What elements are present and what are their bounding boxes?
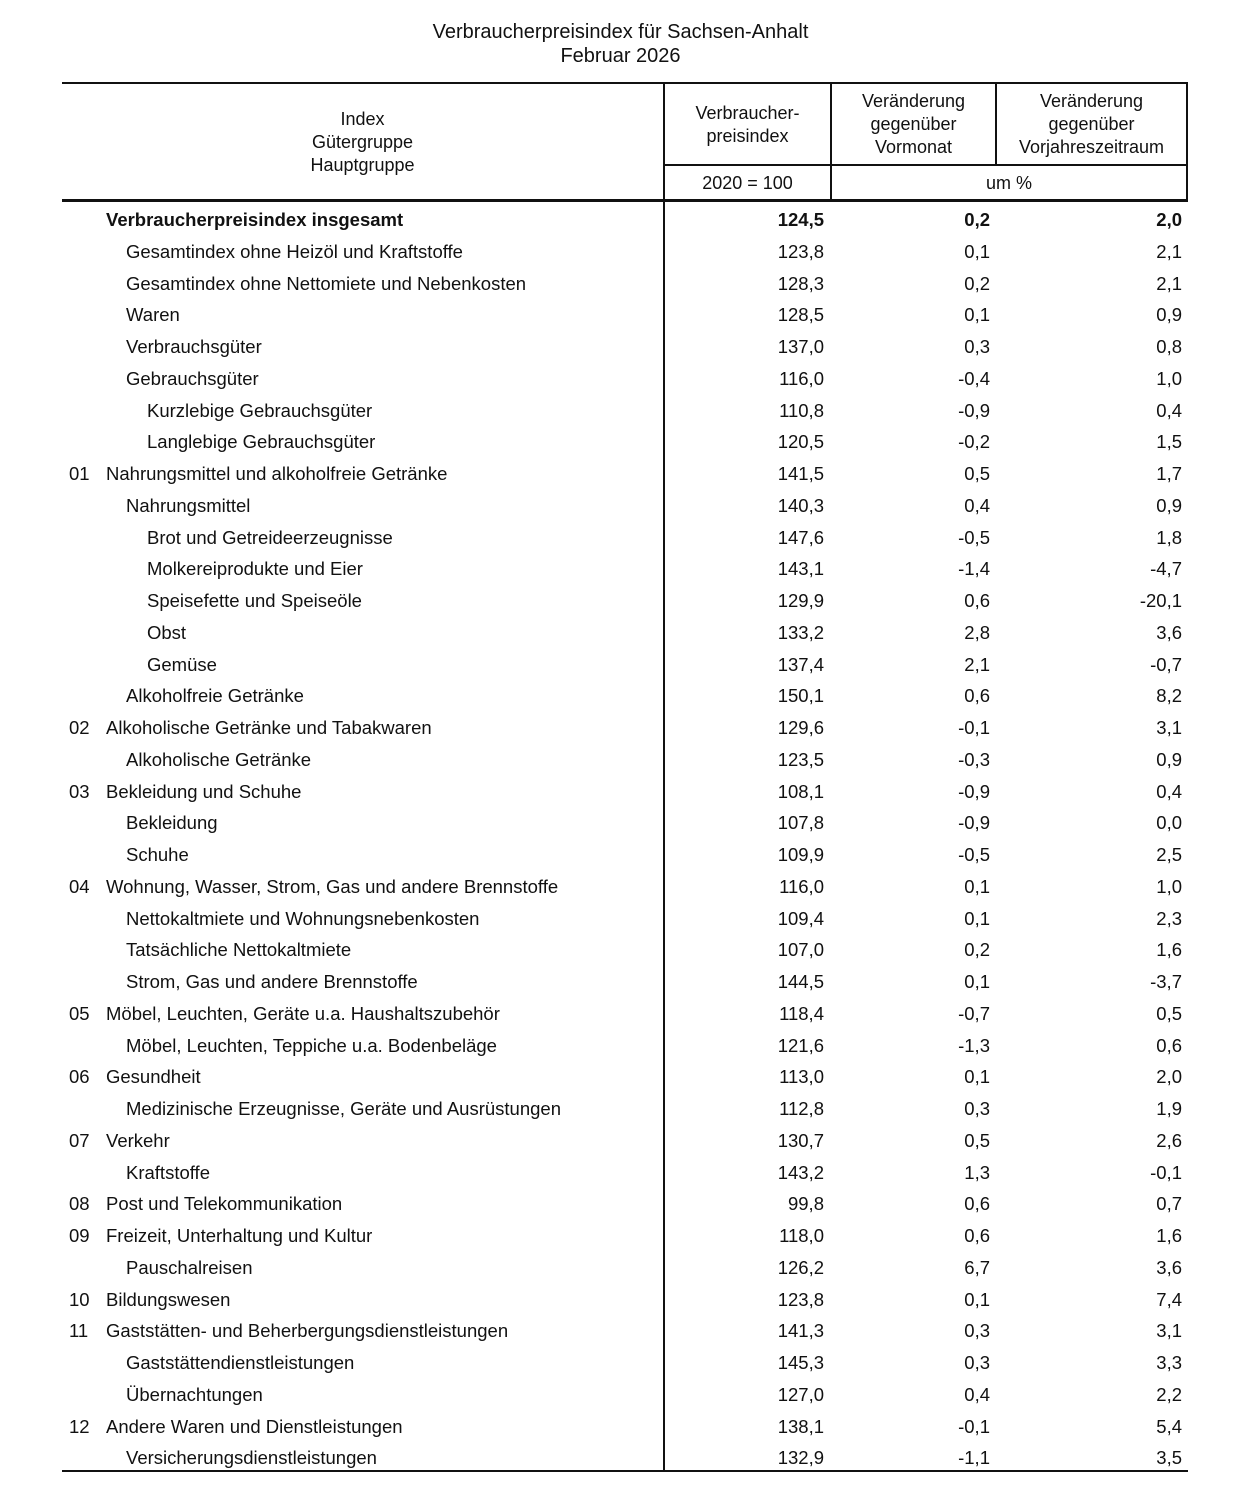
change-month-value: -0,9 bbox=[958, 812, 990, 834]
table-row bbox=[62, 204, 1188, 236]
cpi-value: 108,1 bbox=[777, 780, 824, 802]
cpi-value: 109,4 bbox=[777, 907, 824, 929]
row-label: Kurzlebige Gebrauchsgüter bbox=[147, 399, 373, 421]
change-year-value: 1,7 bbox=[1156, 463, 1182, 484]
change-year-value: 0,6 bbox=[1156, 1034, 1182, 1056]
row-code: 01 bbox=[69, 463, 90, 484]
change-month-value: 0,6 bbox=[964, 1193, 990, 1215]
change-month-value: -0,4 bbox=[958, 367, 990, 389]
cpi-value: 107,8 bbox=[777, 812, 824, 834]
cpi-value: 137,4 bbox=[777, 653, 824, 675]
change-year-value: 0,9 bbox=[1156, 494, 1182, 516]
change-year-value: 0,5 bbox=[1156, 1002, 1182, 1024]
document-title bbox=[0, 20, 1241, 68]
row-label: Gaststättendienstleistungen bbox=[126, 1352, 355, 1373]
table-row bbox=[62, 1379, 1188, 1411]
table-row bbox=[62, 903, 1188, 935]
change-year-value: -0,1 bbox=[1150, 1161, 1182, 1183]
table-row bbox=[62, 585, 1188, 617]
change-month-value: 0,1 bbox=[964, 971, 990, 992]
row-code: 06 bbox=[69, 1066, 90, 1088]
change-year-value: -20,1 bbox=[1139, 590, 1182, 611]
change-year-value: 2,3 bbox=[1156, 907, 1182, 929]
row-label: Verbrauchsgüter bbox=[126, 336, 262, 357]
change-year-value: 3,5 bbox=[1156, 1447, 1182, 1469]
row-label: Gesundheit bbox=[106, 1066, 201, 1088]
table-row bbox=[62, 268, 1188, 300]
change-year-value: 3,1 bbox=[1156, 717, 1182, 738]
cpi-value: 141,5 bbox=[777, 463, 824, 484]
change-month-value: 0,1 bbox=[964, 907, 990, 929]
table-top-rule bbox=[62, 82, 1188, 84]
row-label: Alkoholische Getränke und Tabakwaren bbox=[106, 717, 432, 738]
change-year-value: -3,7 bbox=[1150, 971, 1182, 992]
table-row bbox=[62, 553, 1188, 585]
cpi-value: 126,2 bbox=[777, 1256, 824, 1278]
change-year-value: 2,6 bbox=[1156, 1129, 1182, 1151]
cpi-value: 144,5 bbox=[777, 971, 824, 992]
table-row bbox=[62, 363, 1188, 395]
header-cpi: Verbraucher- preisindex bbox=[695, 103, 800, 146]
row-label: Nettokaltmiete und Wohnungsnebenkosten bbox=[126, 907, 480, 929]
row-label: Gesamtindex ohne Nettomiete und Nebenkosten bbox=[126, 272, 527, 294]
change-month-value: 2,1 bbox=[964, 653, 990, 675]
change-month-value: 0,1 bbox=[964, 875, 990, 897]
cpi-value: 138,1 bbox=[777, 1415, 824, 1437]
table-row bbox=[62, 1157, 1188, 1189]
header-divider bbox=[1186, 84, 1188, 200]
table-row bbox=[62, 839, 1188, 871]
row-label: Verbraucherpreisindex insgesamt bbox=[106, 209, 404, 230]
row-code: 08 bbox=[69, 1193, 90, 1215]
table-row bbox=[62, 712, 1188, 744]
change-month-value: 0,4 bbox=[964, 494, 990, 516]
cpi-value: 129,9 bbox=[777, 590, 824, 611]
cpi-value: 109,9 bbox=[777, 844, 824, 865]
change-year-value: 1,6 bbox=[1156, 939, 1182, 961]
change-month-value: 1,3 bbox=[964, 1161, 990, 1183]
cpi-value: 147,6 bbox=[777, 526, 824, 548]
change-year-value: 0,0 bbox=[1156, 812, 1182, 834]
row-label: Nahrungsmittel bbox=[126, 494, 251, 516]
change-month-value: 0,2 bbox=[964, 272, 990, 294]
change-month-value: 0,1 bbox=[964, 1288, 990, 1310]
table-row bbox=[62, 776, 1188, 808]
change-year-value: 2,0 bbox=[1156, 209, 1182, 230]
row-label: Gemüse bbox=[147, 653, 217, 675]
row-label: Langlebige Gebrauchsgüter bbox=[147, 431, 376, 453]
table-row bbox=[62, 680, 1188, 712]
table-row bbox=[62, 744, 1188, 776]
header-bottom-rule bbox=[62, 199, 1188, 202]
table-row bbox=[62, 1315, 1188, 1347]
change-month-value: -1,1 bbox=[958, 1447, 990, 1469]
change-month-value: 6,7 bbox=[964, 1256, 990, 1278]
change-year-value: 3,6 bbox=[1156, 621, 1182, 643]
row-label: Nahrungsmittel und alkoholfreie Getränke bbox=[106, 463, 448, 484]
change-year-value: 0,4 bbox=[1156, 399, 1182, 421]
change-year-value: 1,5 bbox=[1156, 431, 1182, 453]
table-row bbox=[62, 617, 1188, 649]
cpi-value: 129,6 bbox=[777, 717, 824, 738]
row-label: Strom, Gas und andere Brennstoffe bbox=[126, 971, 418, 992]
cpi-value: 116,0 bbox=[779, 367, 824, 389]
row-label: Möbel, Leuchten, Geräte u.a. Haushaltszubehör bbox=[106, 1002, 500, 1024]
row-label: Medizinische Erzeugnisse, Geräte und Ausrüstungen bbox=[126, 1098, 562, 1119]
row-code: 04 bbox=[69, 875, 90, 897]
table-row bbox=[62, 1093, 1188, 1125]
row-label: Versicherungsdienstleistungen bbox=[126, 1447, 377, 1469]
cpi-value: 132,9 bbox=[777, 1447, 824, 1469]
change-month-value: -1,3 bbox=[958, 1034, 990, 1056]
change-month-value: -0,5 bbox=[958, 526, 990, 548]
cpi-value: 113,0 bbox=[779, 1066, 824, 1088]
unit-index: 2020 = 100 bbox=[702, 173, 793, 193]
change-month-value: -0,5 bbox=[958, 844, 990, 865]
table-body bbox=[62, 204, 1188, 1474]
header-index-group: Index Gütergruppe Hauptgruppe bbox=[310, 109, 415, 175]
cpi-value: 141,3 bbox=[777, 1320, 824, 1342]
row-label: Verkehr bbox=[106, 1129, 170, 1151]
table-row bbox=[62, 331, 1188, 363]
change-year-value: -0,7 bbox=[1150, 653, 1182, 675]
change-month-value: 0,3 bbox=[964, 1320, 990, 1342]
change-month-value: -0,9 bbox=[958, 780, 990, 802]
change-month-value: 0,3 bbox=[964, 336, 990, 357]
change-month-value: 0,5 bbox=[964, 463, 990, 484]
row-label: Obst bbox=[147, 621, 187, 643]
cpi-value: 128,5 bbox=[777, 304, 824, 326]
title-line-2: Februar 2026 bbox=[560, 45, 681, 67]
table-row bbox=[62, 1411, 1188, 1443]
change-year-value: 0,4 bbox=[1156, 780, 1182, 802]
cpi-value: 123,5 bbox=[777, 748, 824, 770]
row-label: Alkoholfreie Getränke bbox=[126, 685, 304, 707]
table-row bbox=[62, 426, 1188, 458]
row-label: Molkereiprodukte und Eier bbox=[147, 558, 363, 580]
table-row bbox=[62, 1030, 1188, 1062]
row-label: Andere Waren und Dienstleistungen bbox=[106, 1415, 403, 1437]
row-code: 05 bbox=[69, 1002, 90, 1024]
row-code: 03 bbox=[69, 780, 90, 802]
cpi-value: 121,6 bbox=[777, 1034, 824, 1056]
table-row bbox=[62, 1284, 1188, 1316]
change-year-value: 3,1 bbox=[1156, 1320, 1182, 1342]
change-month-value: -0,1 bbox=[958, 717, 990, 738]
table-row bbox=[62, 934, 1188, 966]
change-year-value: 2,5 bbox=[1156, 844, 1182, 865]
header-change-month: Veränderung gegenüber Vormonat bbox=[861, 91, 966, 157]
cpi-value: 110,8 bbox=[779, 399, 824, 421]
row-label: Post und Telekommunikation bbox=[106, 1193, 343, 1215]
header-unit-rule bbox=[663, 164, 1188, 166]
change-year-value: 3,3 bbox=[1156, 1352, 1182, 1373]
cpi-value: 130,7 bbox=[777, 1129, 824, 1151]
cpi-value: 143,2 bbox=[777, 1161, 824, 1183]
cpi-value: 124,5 bbox=[777, 209, 824, 230]
change-month-value: 0,2 bbox=[964, 939, 990, 961]
cpi-value: 118,4 bbox=[779, 1002, 824, 1024]
change-month-value: 0,1 bbox=[964, 1066, 990, 1088]
row-label: Brot und Getreideerzeugnisse bbox=[147, 526, 393, 548]
row-code: 07 bbox=[69, 1129, 90, 1151]
row-label: Übernachtungen bbox=[126, 1383, 263, 1405]
change-month-value: 0,3 bbox=[964, 1098, 990, 1119]
change-month-value: 0,1 bbox=[964, 304, 990, 326]
change-year-value: 2,1 bbox=[1156, 240, 1182, 262]
cpi-value: 99,8 bbox=[787, 1193, 824, 1215]
change-year-value: 7,4 bbox=[1156, 1288, 1182, 1310]
table-row bbox=[62, 1347, 1188, 1379]
table-row bbox=[62, 998, 1188, 1030]
row-label: Möbel, Leuchten, Teppiche u.a. Bodenbeläge bbox=[126, 1034, 497, 1056]
header-change-year: Veränderung gegenüber Vorjahreszeitraum bbox=[1018, 91, 1165, 157]
cpi-value: 145,3 bbox=[777, 1352, 824, 1373]
change-month-value: 0,5 bbox=[964, 1129, 990, 1151]
title-line-1: Verbraucherpreisindex für Sachsen-Anhalt bbox=[432, 21, 809, 43]
row-code: 11 bbox=[69, 1320, 89, 1342]
row-label: Bekleidung bbox=[126, 812, 218, 834]
change-year-value: 2,1 bbox=[1156, 272, 1182, 294]
row-label: Wohnung, Wasser, Strom, Gas und andere Brennstoffe bbox=[106, 875, 559, 897]
change-month-value: 0,6 bbox=[964, 1225, 990, 1246]
table-row bbox=[62, 458, 1188, 490]
change-month-value: 0,6 bbox=[964, 590, 990, 611]
change-year-value: 1,0 bbox=[1156, 367, 1182, 389]
table-row bbox=[62, 966, 1188, 998]
cpi-value: 123,8 bbox=[777, 240, 824, 262]
table-row bbox=[62, 871, 1188, 903]
change-year-value: 0,9 bbox=[1156, 748, 1182, 770]
change-year-value: 0,9 bbox=[1156, 304, 1182, 326]
row-label: Alkoholische Getränke bbox=[126, 748, 312, 770]
cpi-value: 127,0 bbox=[777, 1383, 824, 1405]
change-month-value: 0,6 bbox=[964, 685, 990, 707]
table-row bbox=[62, 1188, 1188, 1220]
cpi-value: 143,1 bbox=[777, 558, 824, 580]
cpi-value: 107,0 bbox=[777, 939, 824, 961]
table-row bbox=[62, 236, 1188, 268]
change-month-value: -0,7 bbox=[958, 1002, 990, 1024]
change-month-value: -1,4 bbox=[958, 558, 990, 580]
change-year-value: 1,6 bbox=[1156, 1225, 1182, 1246]
table-row bbox=[62, 807, 1188, 839]
change-year-value: -4,7 bbox=[1150, 558, 1182, 580]
table-row bbox=[62, 1220, 1188, 1252]
cpi-value: 140,3 bbox=[777, 494, 824, 516]
change-month-value: -0,3 bbox=[958, 748, 990, 770]
cpi-value: 150,1 bbox=[777, 685, 824, 707]
change-year-value: 0,8 bbox=[1156, 336, 1182, 357]
row-label: Bildungswesen bbox=[106, 1288, 231, 1310]
cpi-value: 137,0 bbox=[777, 336, 824, 357]
row-label: Kraftstoffe bbox=[126, 1161, 210, 1183]
change-year-value: 2,2 bbox=[1156, 1383, 1182, 1405]
cpi-value: 133,2 bbox=[777, 621, 824, 643]
table-bottom-rule bbox=[62, 1470, 1188, 1472]
table-row bbox=[62, 299, 1188, 331]
table-row bbox=[62, 1252, 1188, 1284]
row-code: 10 bbox=[69, 1288, 90, 1310]
change-month-value: 2,8 bbox=[964, 621, 990, 643]
change-year-value: 0,7 bbox=[1156, 1193, 1182, 1215]
table-row bbox=[62, 490, 1188, 522]
row-label: Bekleidung und Schuhe bbox=[106, 780, 302, 802]
change-year-value: 8,2 bbox=[1156, 685, 1182, 707]
row-code: 02 bbox=[69, 717, 90, 738]
table-row bbox=[62, 1061, 1188, 1093]
row-label: Schuhe bbox=[126, 844, 189, 865]
row-label: Freizeit, Unterhaltung und Kultur bbox=[106, 1225, 373, 1246]
change-year-value: 1,0 bbox=[1156, 875, 1182, 897]
row-label: Waren bbox=[126, 304, 180, 326]
cpi-value: 128,3 bbox=[777, 272, 824, 294]
change-month-value: -0,9 bbox=[958, 399, 990, 421]
change-month-value: 0,1 bbox=[964, 240, 990, 262]
change-month-value: 0,2 bbox=[964, 209, 990, 230]
row-code: 12 bbox=[69, 1415, 90, 1437]
row-label: Gebrauchsgüter bbox=[126, 367, 259, 389]
row-label: Speisefette und Speiseöle bbox=[147, 590, 362, 611]
table-row bbox=[62, 522, 1188, 554]
change-year-value: 3,6 bbox=[1156, 1256, 1182, 1278]
table-row bbox=[62, 649, 1188, 681]
change-year-value: 2,0 bbox=[1156, 1066, 1182, 1088]
change-year-value: 1,8 bbox=[1156, 526, 1182, 548]
table-row bbox=[62, 395, 1188, 427]
cpi-value: 123,8 bbox=[777, 1288, 824, 1310]
unit-change: um % bbox=[985, 173, 1032, 193]
cpi-value: 112,8 bbox=[779, 1098, 824, 1119]
cpi-value: 116,0 bbox=[779, 875, 824, 897]
cpi-value: 118,0 bbox=[779, 1225, 824, 1246]
row-label: Gesamtindex ohne Heizöl und Kraftstoffe bbox=[126, 240, 463, 262]
row-code: 09 bbox=[69, 1225, 90, 1246]
table-row bbox=[62, 1125, 1188, 1157]
change-month-value: -0,1 bbox=[958, 1415, 990, 1437]
change-month-value: 0,3 bbox=[964, 1352, 990, 1373]
row-label: Pauschalreisen bbox=[126, 1256, 253, 1278]
row-label: Tatsächliche Nettokaltmiete bbox=[126, 939, 352, 961]
change-month-value: -0,2 bbox=[958, 431, 990, 453]
change-year-value: 5,4 bbox=[1156, 1415, 1182, 1437]
cpi-value: 120,5 bbox=[777, 431, 824, 453]
row-label: Gaststätten- und Beherbergungsdienstleistungen bbox=[106, 1320, 509, 1342]
change-year-value: 1,9 bbox=[1156, 1098, 1182, 1119]
change-month-value: 0,4 bbox=[964, 1383, 990, 1405]
